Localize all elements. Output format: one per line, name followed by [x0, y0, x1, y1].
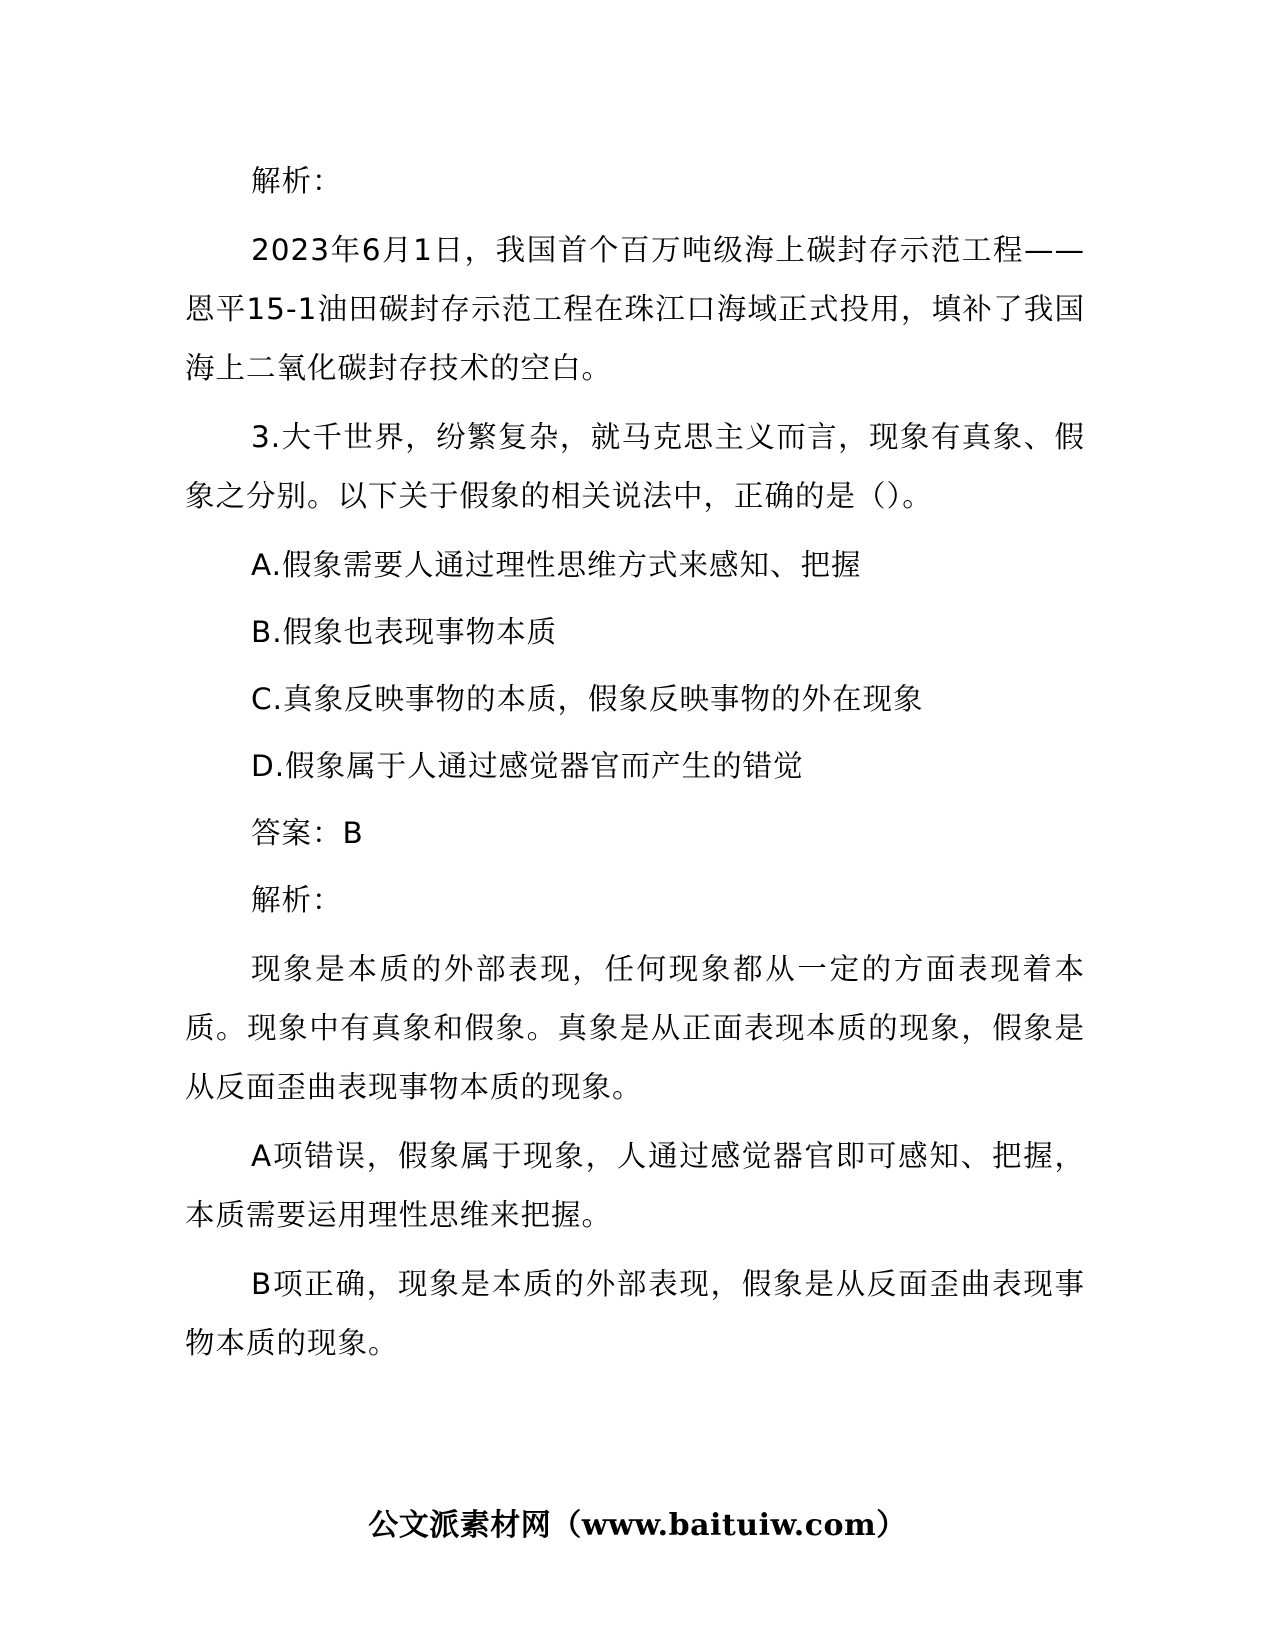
analysis-paragraph-1: 2023年6月1日，我国首个百万吨级海上碳封存示范工程——恩平15-1油田碳封存示范工程在珠江口海域正式投用，填补了我国海上二氧化碳封存技术的空白。: [185, 233, 1085, 385]
document-body: [185, 152, 1085, 1383]
option-b: B.假象也表现事物本质: [251, 615, 558, 649]
question-3-stem: 3.大千世界，纷繁复杂，就马克思主义而言，现象有真象、假象之分别。以下关于假象的相关说法中，正确的是（）。: [185, 420, 1085, 513]
option-d: D.假象属于人通过感觉器官而产生的错觉: [251, 749, 804, 783]
option-a: A.假象需要人通过理性思维方式来感知、把握: [251, 548, 862, 582]
option-a-explanation: A项错误，假象属于现象，人通过感觉器官即可感知、把握，本质需要运用理性思维来把握。: [185, 1139, 1085, 1232]
page-footer: 公文派素材网（www.baituiw.com）: [368, 1508, 907, 1543]
analysis-paragraph-2: 现象是本质的外部表现，任何现象都从一定的方面表现着本质。现象中有真象和假象。真象是从正面表现本质的现象，假象是从反面歪曲表现事物本质的现象。: [185, 952, 1085, 1104]
analysis-heading-2: 解析：: [251, 883, 343, 917]
option-c: C.真象反映事物的本质，假象反映事物的外在现象: [251, 682, 924, 716]
analysis-heading-1: 解析：: [251, 164, 343, 198]
option-b-explanation: B项正确，现象是本质的外部表现，假象是从反面歪曲表现事物本质的现象。: [185, 1267, 1085, 1360]
answer-line: 答案：B: [251, 816, 364, 850]
